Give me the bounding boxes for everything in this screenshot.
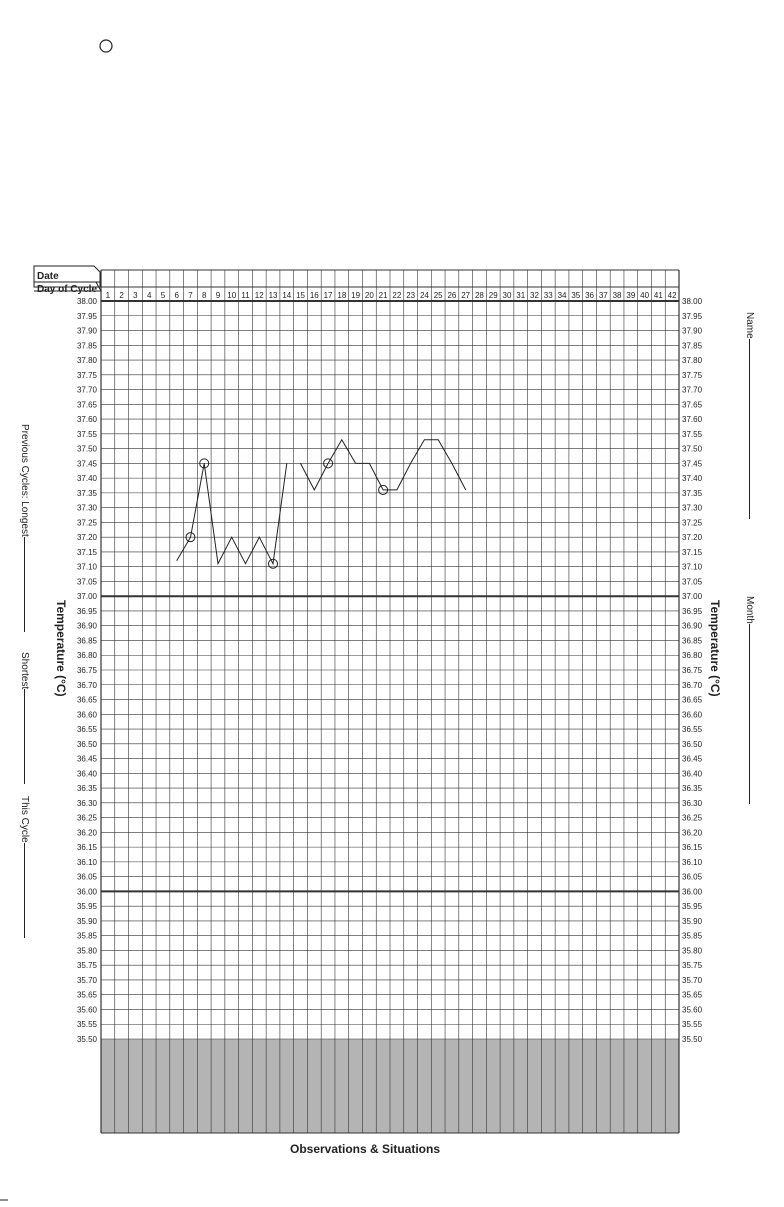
y-tick-label: 37.05 <box>76 577 97 587</box>
y-tick-label: 36.60 <box>76 710 97 720</box>
y-tick-label: 36.55 <box>76 725 97 735</box>
y-tick-label: 35.65 <box>76 990 97 1000</box>
day-number: 17 <box>323 291 333 300</box>
day-number: 18 <box>337 291 347 300</box>
day-number: 36 <box>585 291 595 300</box>
day-number: 40 <box>640 291 650 300</box>
y-tick-label: 36.40 <box>682 769 703 779</box>
y-tick-label: 37.50 <box>76 444 97 454</box>
y-tick-label: 36.05 <box>682 872 703 882</box>
day-number: 29 <box>488 291 498 300</box>
right-axis-ticks <box>682 297 703 1044</box>
day-number: 35 <box>571 291 581 300</box>
y-tick-label: 35.75 <box>76 961 97 971</box>
y-tick-label: 35.75 <box>682 961 703 971</box>
y-tick-label: 36.45 <box>76 754 97 764</box>
circled-point <box>379 485 388 494</box>
previous-longest-label: Previous Cycles: Longest <box>19 424 30 537</box>
day-number: 22 <box>392 291 402 300</box>
y-tick-label: 35.50 <box>76 1035 97 1044</box>
day-of-cycle-label: Day of Cycle <box>37 284 98 295</box>
y-tick-label: 35.55 <box>682 1020 703 1030</box>
y-tick-label: 37.10 <box>76 562 97 572</box>
y-tick-label: 36.45 <box>682 754 703 764</box>
y-tick-label: 35.60 <box>682 1005 703 1015</box>
y-tick-label: 36.50 <box>76 739 97 749</box>
y-tick-label: 37.05 <box>682 577 703 587</box>
y-tick-label: 37.80 <box>76 356 97 366</box>
y-tick-label: 35.90 <box>76 916 97 926</box>
y-tick-label: 36.75 <box>76 666 97 675</box>
day-number: 39 <box>626 291 636 300</box>
y-tick-label: 37.95 <box>76 311 97 321</box>
day-number: 24 <box>419 291 429 300</box>
y-tick-label: 37.25 <box>76 518 97 528</box>
y-tick-label: 37.45 <box>682 459 703 469</box>
day-number: 19 <box>351 291 361 300</box>
y-tick-label: 37.55 <box>682 429 703 439</box>
day-number: 41 <box>653 291 663 300</box>
day-number: 14 <box>282 291 292 300</box>
y-tick-label: 37.80 <box>682 356 703 366</box>
this-cycle-field <box>19 796 30 938</box>
y-tick-label: 36.15 <box>76 843 97 853</box>
name-field <box>744 312 755 519</box>
this-cycle-label: This Cycle <box>19 796 30 843</box>
circled-point <box>269 559 278 568</box>
y-tick-label: 37.65 <box>682 400 703 410</box>
day-number: 6 <box>174 291 179 300</box>
y-tick-label: 37.60 <box>76 415 97 425</box>
day-number: 16 <box>309 291 319 300</box>
y-tick-label: 37.60 <box>682 415 703 425</box>
circled-point <box>186 533 195 542</box>
month-label: Month <box>744 596 755 624</box>
y-tick-label: 36.85 <box>76 636 97 646</box>
day-number: 11 <box>241 291 250 300</box>
y-tick-label: 36.00 <box>76 887 97 897</box>
y-tick-label: 35.80 <box>76 946 97 956</box>
y-tick-label: 35.50 <box>682 1035 703 1044</box>
y-tick-label: 37.75 <box>76 370 97 380</box>
y-tick-label: 36.95 <box>682 606 703 616</box>
day-number: 9 <box>215 291 221 300</box>
y-tick-label: 36.90 <box>682 621 703 631</box>
day-number: 33 <box>543 291 553 300</box>
y-tick-label: 37.85 <box>76 341 97 351</box>
day-number: 5 <box>160 291 166 300</box>
y-tick-label: 37.30 <box>682 503 703 513</box>
day-number: 2 <box>119 291 124 300</box>
day-number: 23 <box>406 291 416 300</box>
y-tick-label: 37.20 <box>76 533 97 543</box>
day-number: 15 <box>296 291 306 300</box>
y-tick-label: 36.20 <box>76 828 97 838</box>
y-tick-label: 35.65 <box>682 990 703 1000</box>
y-tick-label: 37.10 <box>682 562 703 572</box>
day-number: 42 <box>667 291 677 300</box>
y-tick-label: 36.90 <box>76 621 97 631</box>
month-field <box>744 596 755 804</box>
y-tick-label: 35.70 <box>682 975 703 985</box>
circled-point <box>200 459 209 468</box>
day-number: 38 <box>612 291 622 300</box>
y-tick-label: 37.15 <box>682 547 703 557</box>
day-number: 3 <box>133 291 138 300</box>
left-axis-ticks <box>77 297 98 1044</box>
y-tick-label: 36.30 <box>76 798 97 808</box>
y-tick-label: 37.25 <box>682 518 703 528</box>
y-tick-label: 36.70 <box>76 680 97 690</box>
day-number: 26 <box>447 291 457 300</box>
y-tick-label: 35.95 <box>682 902 703 912</box>
day-number: 28 <box>474 291 484 300</box>
y-tick-label: 37.75 <box>682 370 703 380</box>
y-tick-label: 35.85 <box>682 931 703 941</box>
y-tick-label: 36.15 <box>682 843 703 853</box>
day-number: 10 <box>227 291 237 300</box>
date-label: Date <box>37 271 59 282</box>
y-tick-label: 36.10 <box>76 857 97 867</box>
day-number: 1 <box>105 291 111 300</box>
y-tick-label: 37.90 <box>76 326 97 336</box>
day-number: 7 <box>188 291 193 300</box>
y-tick-label: 36.65 <box>682 695 703 705</box>
y-tick-label: 36.60 <box>682 710 703 720</box>
y-tick-label: 37.85 <box>682 341 703 351</box>
y-tick-label: 36.35 <box>76 784 97 794</box>
y-axis-title-left: Temperature (°C) <box>54 600 68 697</box>
y-tick-label: 36.10 <box>682 857 703 867</box>
y-tick-label: 35.70 <box>76 975 97 985</box>
day-number: 32 <box>530 291 539 300</box>
y-tick-label: 37.50 <box>682 444 703 454</box>
y-tick-label: 37.95 <box>682 311 703 321</box>
y-tick-label: 36.80 <box>76 651 97 661</box>
y-tick-label: 36.70 <box>682 680 703 690</box>
day-number-labels <box>106 291 677 300</box>
y-tick-label: 37.65 <box>76 400 97 410</box>
header-tab <box>34 266 101 295</box>
y-tick-label: 37.70 <box>682 385 703 395</box>
day-number: 27 <box>461 291 471 300</box>
y-tick-label: 37.30 <box>76 503 97 513</box>
y-tick-label: 38.00 <box>682 297 703 306</box>
y-axis-title-right: Temperature (°C) <box>708 600 722 697</box>
name-label: Name <box>744 312 755 339</box>
y-tick-label: 37.35 <box>682 488 703 498</box>
y-tick-label: 35.60 <box>76 1005 97 1015</box>
y-tick-label: 36.05 <box>76 872 97 882</box>
day-number: 25 <box>433 291 443 300</box>
y-tick-label: 36.35 <box>682 784 703 794</box>
y-tick-label: 36.40 <box>76 769 97 779</box>
y-tick-label: 36.65 <box>76 695 97 705</box>
y-tick-label: 37.55 <box>76 429 97 439</box>
y-tick-label: 37.90 <box>682 326 703 336</box>
day-number: 21 <box>378 291 388 300</box>
y-tick-label: 35.85 <box>76 931 97 941</box>
shortest-field <box>19 652 30 784</box>
y-tick-label: 38.00 <box>76 297 97 306</box>
temperature-line <box>177 463 287 563</box>
y-tick-label: 37.40 <box>682 474 703 484</box>
circled-point <box>324 459 333 468</box>
y-tick-label: 37.45 <box>76 459 97 469</box>
day-number: 4 <box>146 291 152 300</box>
y-tick-label: 35.95 <box>76 902 97 912</box>
day-number: 30 <box>502 291 512 300</box>
day-number: 13 <box>268 291 278 300</box>
y-tick-label: 35.90 <box>682 916 703 926</box>
y-tick-label: 35.55 <box>76 1020 97 1030</box>
y-tick-label: 36.20 <box>682 828 703 838</box>
y-tick-label: 35.80 <box>682 946 703 956</box>
observations-label: Observations & Situations <box>289 1142 441 1156</box>
y-tick-label: 37.70 <box>76 385 97 395</box>
y-tick-label: 36.75 <box>682 666 703 675</box>
y-tick-label: 36.95 <box>76 606 97 616</box>
day-number: 31 <box>516 291 526 300</box>
previous-longest-field <box>19 424 30 632</box>
day-number: 37 <box>598 291 608 300</box>
y-tick-label: 36.25 <box>682 813 703 823</box>
grid <box>101 270 679 1133</box>
y-tick-label: 37.20 <box>682 533 703 543</box>
day-number: 34 <box>557 291 567 300</box>
y-tick-label: 36.30 <box>682 798 703 808</box>
y-tick-label: 36.00 <box>682 887 703 897</box>
legend-symbol-text <box>100 38 108 54</box>
y-tick-label: 37.40 <box>76 474 97 484</box>
y-tick-label: 36.80 <box>682 651 703 661</box>
shortest-label: Shortest <box>19 652 30 690</box>
y-tick-label: 36.55 <box>682 725 703 735</box>
y-tick-label: 37.00 <box>682 592 703 602</box>
y-tick-label: 37.35 <box>76 488 97 498</box>
y-tick-label: 37.00 <box>76 592 97 602</box>
y-tick-label: 36.50 <box>682 739 703 749</box>
day-number: 20 <box>364 291 374 300</box>
day-number: 8 <box>201 291 207 300</box>
y-tick-label: 36.85 <box>682 636 703 646</box>
day-number: 12 <box>254 291 264 300</box>
y-tick-label: 37.15 <box>76 547 97 557</box>
y-tick-label: 36.25 <box>76 813 97 823</box>
